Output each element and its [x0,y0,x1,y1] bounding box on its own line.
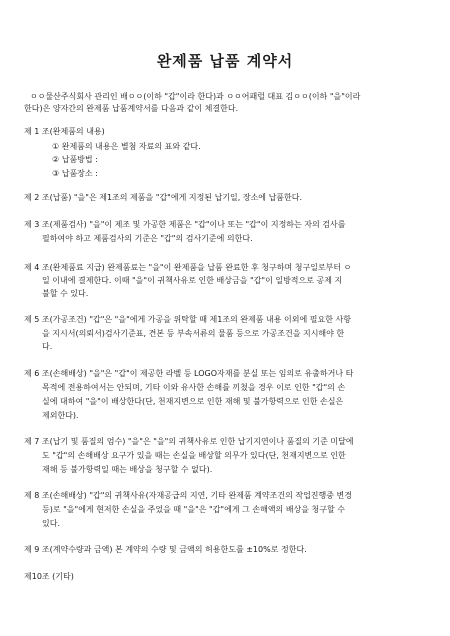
article-6-line: 제외한다). [42,411,79,420]
article-8-line: 제 8 조(손해배상) "갑"의 귀책사유(자재공급의 지연, 기타 완제품 계약조건의 작업진행중 변경 [24,491,352,500]
article-10-heading: 제10조 (기타) [24,572,74,581]
article-5-line: 을 지시서(의뢰서)검사기준표, 견본 등 부속서류의 물품 등으로 가공조건을 지시해야 한 [42,329,345,338]
article-5-line: 제 5 조(가공조건) "갑"은 "을"에게 가공을 위탁할 때 제1조의 완제품 내용 이외에 필요한 사항 [24,315,351,324]
article-6-line: 제 6 조(손해배상) "을"은 "갑"이 제공한 라벨 등 LOGO자재를 분실 또는 임의로 유출하거나 타 [24,369,354,378]
article-1-item: ③ 납품장소 : [52,169,98,178]
article-4-line: 불할 수 있다. [42,289,89,298]
intro-line: ㅇㅇ물산주식회사 관리인 배ㅇㅇ(이하 "갑"이라 한다)과 ㅇㅇ어패럴 대표 김ㅇㅇ(이하 "을"이라 [30,92,361,101]
article-1-heading: 제 1 조(완제품의 내용) [24,127,105,136]
article-6-line: 실에 대하여 "을"이 배상한다(단, 천재지변으로 인한 재해 및 불가항력으로 인한 손실은 [42,397,344,406]
document-title: 완제품 납품 계약서 [156,52,294,70]
article-3-line: 필하여야 하고 제품검사의 기준은 "갑"의 검사기준에 의한다. [42,234,253,243]
article-7-line: 재해 등 불가항력일 때는 배상을 청구할 수 없다). [42,465,213,474]
intro-line: 한다)은 양자간의 완제품 납품계약서를 다음과 같이 체결한다. [24,104,239,113]
article-6-line: 목적에 전용하여서는 안되며, 기타 이와 유사한 손해를 끼쳤을 경우 이로 인한 "갑"의 손 [42,383,346,392]
article-9: 제 9 조(계약수량과 금액) 본 계약의 수량 및 금액의 허용한도를 ±10%로 정한다. [24,545,307,554]
article-1-item: ② 납품방법 : [52,155,98,164]
article-5-line: 다. [42,342,53,351]
article-4-line: 제 4 조(완제품료 지급) 완제품료는 "을"이 완제품을 납품 완료한 후 청구하며 청구일로부터 ㅇ [24,263,352,272]
article-4-line: 일 이내에 결제한다. 이때 "을"이 귀책사유로 인한 배상금을 "갑"이 일방적으로 공제 지 [42,276,343,285]
article-3-line: 제 3 조(제품검사) "을"이 제조 및 가공한 제품은 "갑"이나 또는 "갑"이 지정하는 자의 검사를 [24,220,346,229]
article-2: 제 2 조(납품) "을"은 제1조의 제품을 "갑"에게 지정된 납기일, 장소에 납품한다. [24,193,303,202]
article-7-line: 제 7 조(납기 및 품질의 엄수) "을"은 "을"의 귀책사유로 인한 납기지연이나 품질의 기준 미달에 [24,437,354,446]
article-8-line: 등)로 "을"에게 현저한 손실을 주었을 때 "을"은 "갑"에게 그 손해액의 배상을 청구할 수 [42,505,346,514]
article-7-line: 도 "갑"의 손해배상 요구가 있을 때는 손실을 배상할 의무가 있다(단, 천재지변으로 인한 [42,451,346,460]
article-1-item: ① 완제품의 내용은 별첨 자료의 표와 같다. [52,142,201,151]
article-8-line: 있다. [42,519,60,528]
